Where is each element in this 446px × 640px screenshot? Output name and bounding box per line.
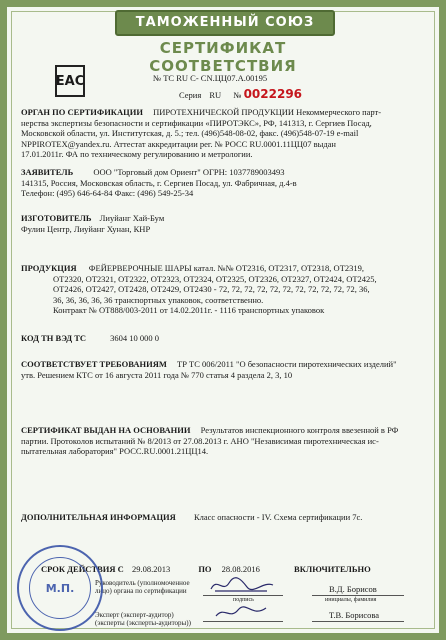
head-name: В.Д. Борисов	[329, 584, 377, 594]
validity-to-label: ПО	[198, 564, 212, 574]
additional-value: Класс опасности - IV. Схема сертификации 7с.	[193, 512, 363, 522]
organ-line-2: нерства экспертизы безопасности и сертификации «ПИРОТЭКС», РФ, 141313, г. Сергиев Посад,	[21, 117, 372, 128]
product-line-3: OT2426, OT2427, OT2428, OT2429, OT2430 - 72, 72, 72, 72, 72, 72, 72, 72, 72, 72, 72, 36,	[53, 284, 370, 294]
compliance-line-2: утв. Решением КТС от 16 августа 2011 года № 770 статья 4 раздела 2, 3, 10	[21, 369, 293, 380]
seal-inner-ring	[29, 557, 91, 619]
basis-line-3: пытательная лаборатория" РОСС.RU.0001.21ЦЦ14.	[21, 446, 209, 456]
series-row	[179, 89, 302, 101]
head-role	[95, 579, 190, 595]
additional-section	[21, 512, 425, 523]
validity-from-label: СРОК ДЕЙСТВИЯ С	[41, 564, 124, 574]
inner-border	[11, 11, 435, 629]
manufacturer-label: ИЗГОТОВИТЕЛЬ	[21, 213, 92, 223]
compliance-section	[21, 359, 425, 380]
product-line-4: 36, 36, 36, 36, 36 транспортных упаковок, соответственно.	[53, 294, 264, 305]
serial-prefix: №	[233, 90, 242, 100]
expert-name-line	[312, 621, 404, 622]
head-signature	[207, 575, 277, 595]
basis-section	[21, 425, 425, 457]
applicant-label: ЗАЯВИТЕЛЬ	[21, 167, 74, 177]
applicant-section	[21, 167, 425, 199]
certificate-number	[153, 73, 267, 84]
code-value: 3604 10 000 0	[110, 333, 160, 343]
expert-role	[95, 611, 191, 627]
validity-inclusive: ВКЛЮЧИТЕЛЬНО	[294, 564, 371, 574]
organ-line-3: Московской области, ул. Институтская, д. 5.; тел. (496)548-08-02, факс. (496)548-07-19 e-mail	[21, 128, 359, 138]
expert-role-line-1: Эксперт (эксперт-аудитор)	[95, 611, 174, 619]
head-sign-caption: подпись	[233, 597, 254, 603]
code-section	[21, 333, 425, 344]
product-line-5: Контракт № OT888/003-2011 от 14.02.2011г. - 1116 транспортных упаковок	[53, 305, 325, 315]
number-value: RU С- CN.ЦЦ07.А.00195	[176, 73, 268, 83]
number-prefix: № ТС	[153, 73, 175, 83]
certificate-title: СЕРТИФИКАТ СООТВЕТСТВИЯ	[149, 39, 297, 75]
serial-number: 0022296	[243, 87, 303, 101]
seal-mp-label: М.П.	[45, 581, 75, 595]
product-line-2: OT2320, OT2321, OT2322, OT2323, OT2324, OT2325, OT2326, OT2327, OT2424, OT2425,	[53, 273, 377, 284]
organ-section	[21, 107, 425, 160]
applicant-line-2: 141315, Россия, Московская область, г. Сергиев Посад, ул. Фабричная, д.4-в	[21, 177, 297, 188]
basis-label: СЕРТИФИКАТ ВЫДАН НА ОСНОВАНИИ	[21, 425, 191, 435]
organ-label: ОРГАН ПО СЕРТИФИКАЦИИ	[21, 107, 143, 117]
expert-role-line-2: (эксперты (эксперты-аудиторы))	[95, 619, 191, 627]
organ-line-5: 17.01.2011г. ФА по техническому регулированию и метрологии.	[21, 149, 253, 159]
validity-from: 29.08.2013	[131, 564, 171, 574]
expert-signature-line	[203, 621, 283, 622]
compliance-line-1: ТР ТС 006/2011 "О безопасности пиротехнических изделий"	[177, 359, 397, 369]
basis-line-1: Результатов инспекционного контроля ввезенной в РФ	[200, 425, 399, 435]
organ-line-1: ПИРОТЕХНИЧЕСКОЙ ПРОДУКЦИИ Некоммерческого парт-	[153, 107, 382, 117]
head-initials-caption: инициалы, фамилия	[325, 597, 377, 603]
head-role-line-2: лицо) органа по сертификации	[95, 587, 187, 595]
applicant-line-3: Телефон: (495) 646-64-84 Факс: (496) 549-25-34	[21, 188, 194, 198]
customs-union-banner: ТАМОЖЕННЫЙ СОЮЗ	[115, 10, 335, 36]
expert-signature	[212, 604, 272, 622]
series-value: RU	[209, 90, 222, 100]
series-label: Серия	[179, 90, 202, 100]
head-signature-line	[203, 595, 283, 596]
basis-line-2: партии. Протоколов испытаний № 8/2013 от 27.08.2013 г. АНО "Независимая пиротехническая ис-	[21, 435, 379, 446]
product-line-1: ФЕЙЕРВЕРОЧНЫЕ ШАРЫ катал. №№ OT2316, OT2317, OT2318, OT2319,	[88, 263, 365, 273]
organ-line-4: NPPIROTEX@yandex.ru. Аттестат аккредитации рег. № РОСС RU.0001.11ЦЦ07 выдан	[21, 138, 336, 149]
manufacturer-section	[21, 213, 425, 234]
head-name-line	[312, 595, 404, 596]
manufacturer-line-2: Фулин Центр, Лиуйанг Хунан, КНР	[21, 223, 151, 234]
validity-to: 28.08.2016	[221, 564, 260, 574]
expert-name: Т.В. Борисова	[329, 610, 380, 620]
additional-label: ДОПОЛНИТЕЛЬНАЯ ИНФОРМАЦИЯ	[21, 512, 176, 522]
eac-logo: EAC	[55, 65, 85, 97]
applicant-line-1: ООО "Торговый дом Ориент" ОГРН: 1037789003493	[93, 167, 285, 177]
code-label: КОД ТН ВЭД ТС	[21, 333, 87, 343]
official-seal	[17, 545, 103, 631]
head-role-line-1: Руководитель (уполномоченное	[95, 579, 190, 587]
product-section	[21, 263, 425, 316]
manufacturer-line-1: Лиуйанг Хай-Бум	[99, 213, 165, 223]
product-label: ПРОДУКЦИЯ	[21, 263, 77, 273]
compliance-label: СООТВЕТСТВУЕТ ТРЕБОВАНИЯМ	[21, 359, 167, 369]
